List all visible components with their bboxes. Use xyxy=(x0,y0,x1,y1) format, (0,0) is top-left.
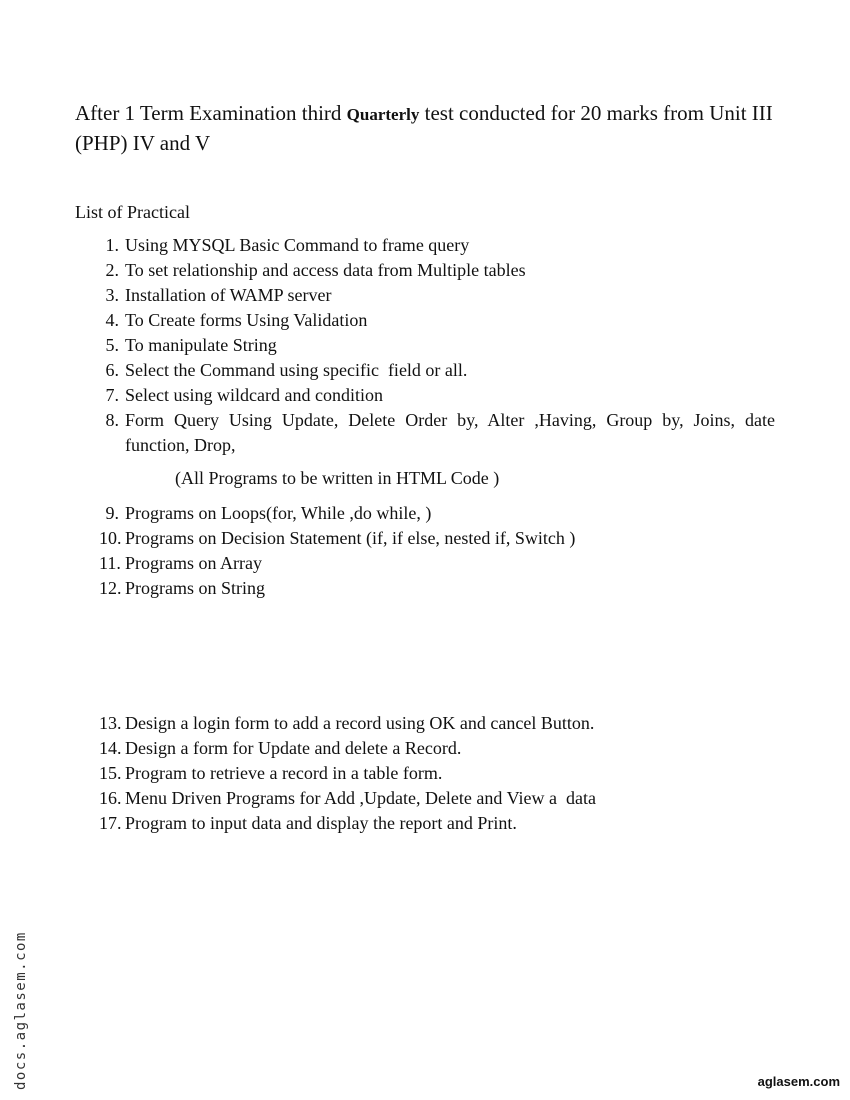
item-text: To Create forms Using Validation xyxy=(125,310,368,330)
heading-quarterly: Quarterly xyxy=(346,105,420,124)
footer-watermark: aglasem.com xyxy=(757,1074,840,1089)
list-item xyxy=(75,711,775,736)
item-text: Programs on Loops(for, While ,do while, ) xyxy=(125,503,432,523)
item-number: 1. xyxy=(105,235,119,255)
item-number: 6. xyxy=(105,360,119,380)
item-text: Programs on Decision Statement (if, if else, nested if, Switch ) xyxy=(125,528,576,548)
item-text: Menu Driven Programs for Add ,Update, Delete and View a data xyxy=(125,788,596,808)
list-item xyxy=(75,786,775,811)
item-number: 2. xyxy=(105,260,119,280)
list-item xyxy=(75,383,775,408)
item-text: To manipulate String xyxy=(125,335,277,355)
item-text: Select the Command using specific field or all. xyxy=(125,360,468,380)
practical-list-c xyxy=(75,711,775,836)
item-number: 9. xyxy=(105,503,119,523)
list-item xyxy=(75,283,775,308)
item-number: 16. xyxy=(99,788,122,808)
heading-part1: After 1 Term Examination third xyxy=(75,101,347,125)
side-watermark: docs.aglasem.com xyxy=(13,931,29,1090)
list-item xyxy=(75,408,775,458)
list-item xyxy=(75,526,775,551)
list-item xyxy=(75,308,775,333)
list-item xyxy=(75,761,775,786)
item-text: Form Query Using Update, Delete Order by, Alter ,Having, Group by, Joins, date function, Drop, xyxy=(125,410,775,455)
item-number: 11. xyxy=(99,553,121,573)
item-number: 15. xyxy=(99,763,122,783)
list-item xyxy=(75,501,775,526)
item-number: 13. xyxy=(99,713,122,733)
page-heading xyxy=(75,99,795,157)
item-text: Program to input data and display the report and Print. xyxy=(125,813,517,833)
html-code-note: (All Programs to be written in HTML Code ) xyxy=(175,468,500,488)
item-text: Design a form for Update and delete a Record. xyxy=(125,738,462,758)
item-number: 5. xyxy=(105,335,119,355)
item-number: 8. xyxy=(105,410,119,430)
heading-part2: test conducted for 20 marks from Unit III (PHP) IV and V xyxy=(75,101,773,155)
item-text: Select using wildcard and condition xyxy=(125,385,383,405)
practical-list-a xyxy=(75,233,775,458)
item-text: To set relationship and access data from Multiple tables xyxy=(125,260,526,280)
item-text: Programs on Array xyxy=(125,553,262,573)
item-number: 17. xyxy=(99,813,122,833)
list-item xyxy=(75,233,775,258)
item-number: 4. xyxy=(105,310,119,330)
item-text: Programs on String xyxy=(125,578,266,598)
list-item xyxy=(75,258,775,283)
list-title: List of Practical xyxy=(75,202,190,222)
list-item xyxy=(75,576,775,601)
item-text: Installation of WAMP server xyxy=(125,285,332,305)
item-number: 7. xyxy=(105,385,119,405)
item-number: 14. xyxy=(99,738,122,758)
practical-list-b xyxy=(75,501,775,601)
list-item xyxy=(75,551,775,576)
list-item xyxy=(75,333,775,358)
item-text: Design a login form to add a record using OK and cancel Button. xyxy=(125,713,595,733)
item-text: Program to retrieve a record in a table form. xyxy=(125,763,443,783)
list-item xyxy=(75,811,775,836)
list-item xyxy=(75,736,775,761)
item-number: 10. xyxy=(99,528,122,548)
item-number: 3. xyxy=(105,285,119,305)
item-number: 12. xyxy=(99,578,122,598)
list-item xyxy=(75,358,775,383)
item-text: Using MYSQL Basic Command to frame query xyxy=(125,235,470,255)
